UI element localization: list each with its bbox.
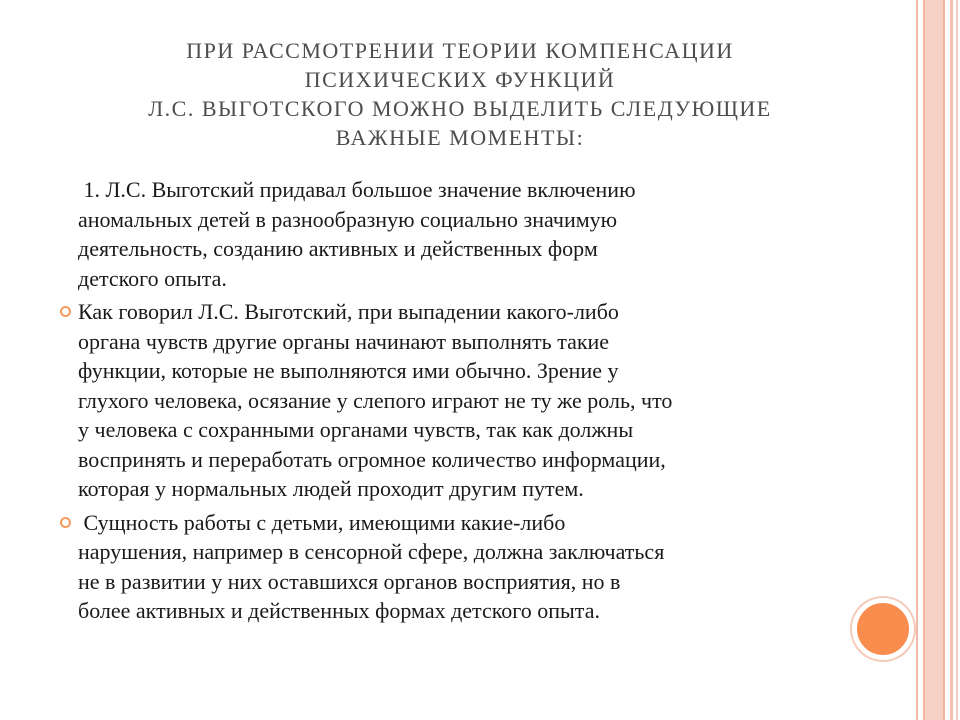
frame-line	[956, 0, 958, 720]
text-line: детского опыта.	[78, 265, 227, 291]
circle-bullet-icon	[60, 306, 71, 317]
text-line: органа чувств другие органы начинают выполнять такие	[78, 328, 610, 354]
right-decorative-frame	[914, 0, 960, 720]
frame-line	[916, 0, 918, 720]
title-line: ПРИ РАССМОТРЕНИИ ТЕОРИИ КОМПЕНСАЦИИ	[186, 38, 734, 63]
text-line: глухого человека, осязание у слепого играют не ту же роль, что	[78, 387, 673, 413]
frame-line	[950, 0, 953, 720]
text-line: воспринять и переработать огромное количество информации,	[78, 446, 666, 472]
slide-body	[60, 175, 850, 630]
text-line: у человека с сохранными органами чувств, так как должны	[78, 417, 634, 442]
paragraph-2	[60, 297, 850, 504]
text-line: деятельность, созданию активных и действенных форм	[78, 236, 598, 261]
text-line: аномальных детей в разнообразную социально значимую	[78, 206, 618, 232]
frame-band	[923, 0, 945, 720]
text-line: которая у нормальных людей проходит другим путем.	[78, 476, 584, 501]
text-line: более активных и действенных формах детского опыта.	[78, 598, 600, 623]
circle-bullet-icon	[60, 517, 71, 528]
paragraph-1	[60, 175, 850, 293]
text-line: Как говорил Л.С. Выготский, при выпадении какого-либо	[78, 299, 619, 324]
paragraph-3	[60, 508, 850, 626]
title-line: ВАЖНЫЕ МОМЕНТЫ:	[335, 125, 585, 150]
slide-title	[110, 36, 810, 152]
title-line: Л.С. ВЫГОТСКОГО МОЖНО ВЫДЕЛИТЬ СЛЕДУЮЩИЕ	[148, 96, 772, 121]
title-line: ПСИХИЧЕСКИХ ФУНКЦИЙ	[304, 67, 616, 92]
text-line: функции, которые не выполняются ими обычно. Зрение у	[78, 358, 619, 383]
decorative-orange-circle	[852, 598, 914, 660]
text-line: Сущность работы с детьми, имеющими какие-либо	[78, 509, 566, 535]
text-line: 1. Л.С. Выготский придавал большое значение включению	[78, 177, 636, 202]
text-line: не в развитии у них оставшихся органов восприятия, но в	[78, 568, 621, 594]
text-line: нарушения, например в сенсорной сфере, должна заключаться	[78, 539, 665, 564]
